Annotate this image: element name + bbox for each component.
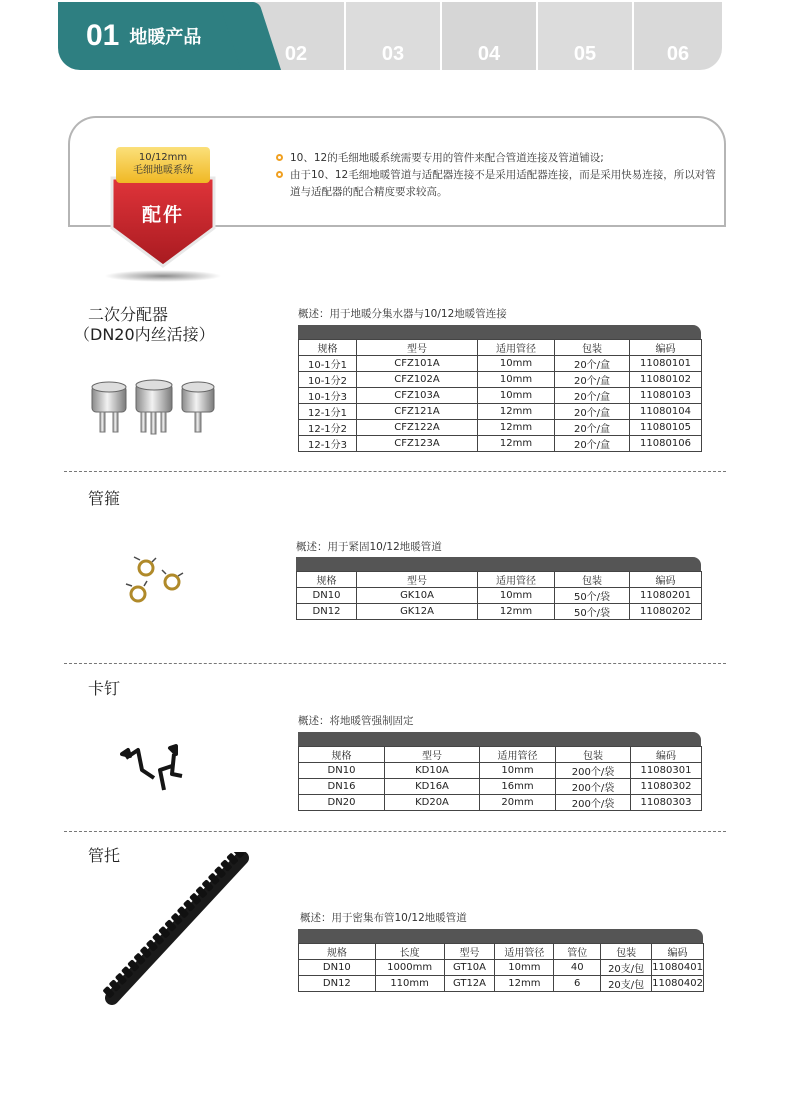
spec-table-nail	[298, 746, 702, 811]
table-cell: DN12	[297, 604, 357, 620]
table-row	[299, 372, 702, 388]
col-header: 适用管径	[478, 572, 555, 588]
table-cell: 12-1分3	[299, 436, 357, 452]
table-cell: 11080102	[630, 372, 702, 388]
table-row	[299, 356, 702, 372]
table-cell: 50个/袋	[555, 588, 630, 604]
table-cell: 16mm	[480, 779, 556, 795]
table-cell: 200个/袋	[556, 795, 631, 811]
badge-title: 配件	[141, 204, 184, 226]
badge-caption	[116, 147, 210, 183]
table-cell: 10mm	[478, 588, 555, 604]
col-header: 规格	[297, 572, 357, 588]
table-header-bar	[298, 325, 701, 339]
table-cell: CFZ101A	[357, 356, 478, 372]
col-header: 管位	[554, 944, 601, 960]
table-cell: 11080105	[630, 420, 702, 436]
table-cell: DN12	[299, 976, 376, 992]
table-cell: 20个/盒	[555, 388, 630, 404]
table-cell: 11080303	[631, 795, 702, 811]
table-cell: 12mm	[478, 436, 555, 452]
col-header: 长度	[375, 944, 444, 960]
table-cell: 11080106	[630, 436, 702, 452]
table-cell: 10-1分2	[299, 372, 357, 388]
table-cell: 20mm	[480, 795, 556, 811]
table-cell: 11080101	[630, 356, 702, 372]
section-title-clamp: 管箍	[88, 489, 121, 508]
table-cell: 20个/盒	[555, 404, 630, 420]
table-cell: 12mm	[478, 604, 555, 620]
table-cell: 20个/盒	[555, 420, 630, 436]
col-header: 规格	[299, 944, 376, 960]
table-cell: CFZ103A	[357, 388, 478, 404]
table-cell: DN10	[297, 588, 357, 604]
table-cell: CFZ121A	[357, 404, 478, 420]
table-cell: GT12A	[444, 976, 495, 992]
table-cell: 11080202	[630, 604, 702, 620]
intro-bullets	[276, 150, 716, 201]
col-header: 型号	[357, 340, 478, 356]
badge-line1: 10/12mm	[138, 152, 188, 163]
table-cell: CFZ102A	[357, 372, 478, 388]
spec-table-clamp	[296, 571, 702, 620]
table-cell: 11080103	[630, 388, 702, 404]
section-desc-support: 概述：用于密集布管10/12地暖管道	[300, 912, 467, 924]
tab-04[interactable]: 04	[440, 2, 536, 70]
section-title-support: 管托	[88, 846, 121, 865]
col-header: 包装	[556, 747, 631, 763]
spec-table-distributor	[298, 339, 702, 452]
table-header-bar	[298, 732, 701, 746]
col-header: 适用管径	[495, 944, 554, 960]
table-cell: GK10A	[357, 588, 478, 604]
section-desc-clamp: 概述：用于紧固10/12地暖管道	[296, 541, 442, 553]
col-header: 规格	[299, 340, 357, 356]
section-title-distributor: 二次分配器	[88, 305, 169, 324]
table-cell: 12mm	[478, 404, 555, 420]
table-row	[299, 388, 702, 404]
table-cell: 11080402	[652, 976, 704, 992]
table-cell: 6	[554, 976, 601, 992]
table-row	[299, 420, 702, 436]
col-header: 编码	[652, 944, 704, 960]
table-cell: 11080302	[631, 779, 702, 795]
table-cell: 110mm	[375, 976, 444, 992]
table-cell: DN10	[299, 960, 376, 976]
table-cell: 200个/袋	[556, 779, 631, 795]
table-cell: 20个/盒	[555, 372, 630, 388]
table-cell: 10-1分1	[299, 356, 357, 372]
tab-05[interactable]: 05	[536, 2, 632, 70]
table-cell: 12mm	[478, 420, 555, 436]
table-row	[299, 763, 702, 779]
col-header: 编码	[630, 572, 702, 588]
table-row	[299, 779, 702, 795]
table-row	[297, 588, 702, 604]
table-cell: 1000mm	[375, 960, 444, 976]
table-cell: 12mm	[495, 976, 554, 992]
table-row	[297, 604, 702, 620]
table-cell: 10mm	[478, 372, 555, 388]
table-cell: 20个/盒	[555, 356, 630, 372]
badge-line2: 毛细地暖系统	[133, 165, 193, 176]
table-cell: GK12A	[357, 604, 478, 620]
col-header: 编码	[631, 747, 702, 763]
table-cell: 200个/袋	[556, 763, 631, 779]
col-header: 包装	[555, 340, 630, 356]
col-header: 型号	[444, 944, 495, 960]
table-cell: 20个/盒	[555, 436, 630, 452]
table-header-bar	[298, 929, 703, 943]
col-header: 型号	[385, 747, 480, 763]
table-cell: 50个/袋	[555, 604, 630, 620]
table-header-bar	[296, 557, 701, 571]
section-tabs	[58, 2, 722, 70]
tab-label: 地暖产品	[129, 27, 202, 48]
table-cell: KD20A	[385, 795, 480, 811]
tab-02[interactable]: 02	[248, 2, 344, 70]
table-row	[299, 436, 702, 452]
table-cell: 10mm	[480, 763, 556, 779]
table-cell: GT10A	[444, 960, 495, 976]
section-divider	[64, 663, 726, 664]
clamp-photo	[122, 556, 192, 610]
section-desc-nail: 概述：将地暖管强制固定	[298, 715, 414, 727]
table-cell: 11080301	[631, 763, 702, 779]
table-cell: KD10A	[385, 763, 480, 779]
table-cell: 11080201	[630, 588, 702, 604]
col-header: 包装	[601, 944, 652, 960]
table-cell: 11080104	[630, 404, 702, 420]
table-cell: CFZ122A	[357, 420, 478, 436]
table-cell: DN16	[299, 779, 385, 795]
tab-number: 01	[86, 19, 120, 52]
col-header: 适用管径	[478, 340, 555, 356]
table-cell: 10mm	[478, 388, 555, 404]
tab-03[interactable]: 03	[344, 2, 440, 70]
table-cell: 12-1分2	[299, 420, 357, 436]
intro-bullet-2: 由于10、12毛细地暖管道与适配器连接不是采用适配器连接，而是采用快易连接，所以对管道与适配器的配合精度要求较高。	[276, 167, 716, 201]
table-cell: 10mm	[495, 960, 554, 976]
nail-photo	[120, 740, 190, 796]
table-cell: 20支/包	[601, 976, 652, 992]
table-row	[299, 960, 704, 976]
col-header: 规格	[299, 747, 385, 763]
col-header: 适用管径	[480, 747, 556, 763]
table-cell: CFZ123A	[357, 436, 478, 452]
col-header: 编码	[630, 340, 702, 356]
spec-table-support	[298, 943, 704, 992]
section-subtitle-distributor: （DN20内丝活接）	[74, 325, 215, 344]
table-cell: DN10	[299, 763, 385, 779]
table-cell: 11080401	[652, 960, 704, 976]
col-header: 型号	[357, 572, 478, 588]
pipe-support-photo	[100, 852, 260, 1008]
table-cell: 12-1分1	[299, 404, 357, 420]
table-cell: 10mm	[478, 356, 555, 372]
table-row	[299, 404, 702, 420]
section-desc-distributor: 概述：用于地暖分集水器与10/12地暖管连接	[298, 308, 507, 320]
table-cell: DN20	[299, 795, 385, 811]
badge-shadow	[104, 270, 222, 282]
table-cell: 40	[554, 960, 601, 976]
section-divider	[64, 831, 726, 832]
table-row	[299, 795, 702, 811]
table-cell: 20支/包	[601, 960, 652, 976]
distributor-photo	[88, 378, 218, 436]
tab-06[interactable]: 06	[632, 2, 722, 70]
section-divider	[64, 471, 726, 472]
table-row	[299, 976, 704, 992]
col-header: 包装	[555, 572, 630, 588]
table-cell: KD16A	[385, 779, 480, 795]
section-title-nail: 卡钉	[88, 679, 121, 698]
tab-01-active[interactable]	[58, 2, 248, 70]
table-cell: 10-1分3	[299, 388, 357, 404]
intro-bullet-1: 10、12的毛细地暖系统需要专用的管件来配合管道连接及管道铺设;	[276, 150, 716, 167]
